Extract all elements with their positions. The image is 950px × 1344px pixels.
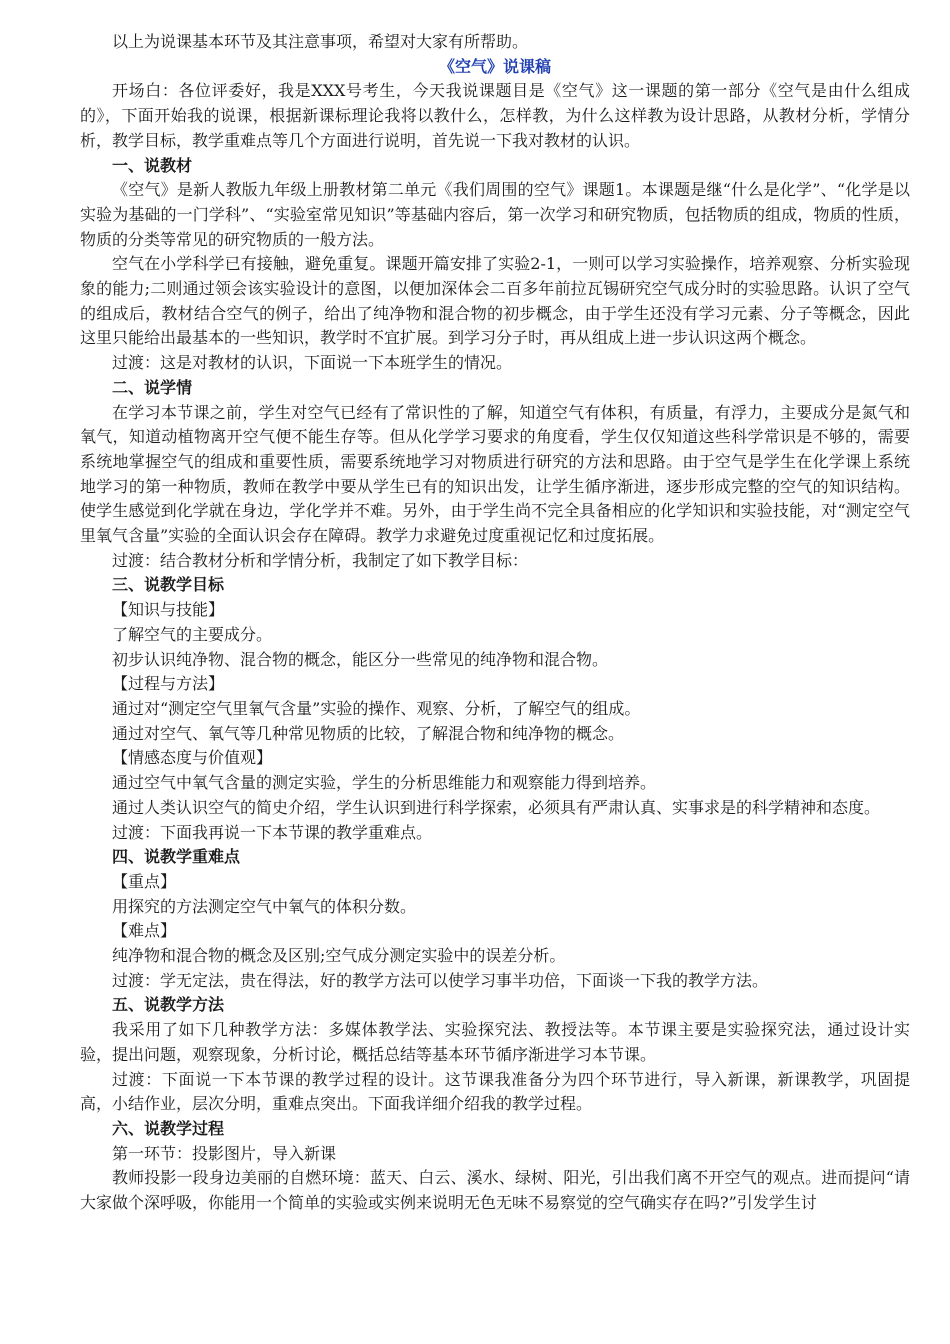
section-heading-goals: 三、说教学目标 bbox=[112, 575, 225, 595]
sub-label: 【难点】 bbox=[112, 921, 177, 941]
section-heading-keypoints: 四、说教学重难点 bbox=[112, 847, 241, 867]
list-line: 用探究的方法测定空气中氧气的体积分数。 bbox=[112, 896, 417, 916]
section-heading-textbook: 一、说教材 bbox=[112, 155, 193, 175]
list-line: 通过人类认识空气的简史介绍，学生认识到进行科学探索，必须具有严肃认真、实事求是的科学精神和态度。 bbox=[112, 797, 881, 817]
list-line: 纯净物和混合物的概念及区别;空气成分测定实验中的误差分析。 bbox=[112, 946, 566, 966]
list-line: 通过空气中氧气含量的测定实验，学生的分析思维能力和观察能力得到培养。 bbox=[112, 773, 657, 793]
section-heading-methods: 五、说教学方法 bbox=[112, 995, 225, 1015]
paragraph: 空气在小学科学已有接触，避免重复。课题开篇安排了实验2-1，一则可以学习实验操作，培养观察、分析实验现象的能力;二则通过领会该实验设计的意图，以便加深体会二百多年前拉瓦锡研究空气成分时的实验思路。认识了空气的组成后，教材结合空气的例子，给出了纯净物和混合物的初步概念，由于学生还没有学习元素、分子等概念，因此这里只能给出最基本的一些知识，教学时不宜扩展。到学习分子时，再从组成上进一步认识这两个概念。 bbox=[80, 254, 910, 348]
sub-label: 【重点】 bbox=[112, 871, 177, 891]
paragraph: 教师投影一段身边美丽的自燃环境：蓝天、白云、溪水、绿树、阳光，引出我们离不开空气的观点。进而提问“请大家做个深呼吸，你能用一个简单的实验或实例来说明无色无味不易察觉的空气确实存在吗?”引发学生讨 bbox=[80, 1168, 910, 1213]
paragraph: 在学习本节课之前，学生对空气已经有了常识性的了解，知道空气有体积，有质量，有浮力，主要成分是氮气和氧气，知道动植物离开空气便不能生存等。但从化学学习要求的角度看，学生仅仅知道这些科学常识是不够的，需要系统地掌握空气的组成和重要性质，需要系统地学习对物质进行研究的方法和思路。由于空气是学生在化学课上系统地学习的第一种物质，教师在教学中要从学生已有的知识出发，让学生循序渐进，逐步形成完整的空气的知识结构。使学生感觉到化学就在身边，学化学并不难。另外，由于学生尚不完全具备相应的化学知识和实验技能，对“测定空气里氧气含量”实验的全面认识会存在障碍。教学力求避免过度重视记忆和过度拓展。 bbox=[80, 402, 910, 546]
transition-line: 过渡：下面我再说一下本节课的教学重难点。 bbox=[112, 822, 433, 842]
sub-label: 【过程与方法】 bbox=[112, 674, 225, 694]
section-heading-students: 二、说学情 bbox=[112, 377, 193, 397]
sub-label: 【知识与技能】 bbox=[112, 600, 225, 620]
document-page bbox=[80, 30, 910, 1216]
opening-paragraph: 开场白：各位评委好，我是XXX号考生，今天我说课题目是《空气》这一课题的第一部分《空气是由什么组成的》，下面开始我的说课，根据新课标理论我将以教什么，怎样教，为什么这样教为设计思路，从教材分析，学情分析，教学目标，教学重难点等几个方面进行说明，首先说一下我对教材的认识。 bbox=[80, 81, 910, 150]
list-line: 通过对“测定空气里氧气含量”实验的操作、观察、分析，了解空气的组成。 bbox=[112, 698, 641, 718]
transition-line: 过渡：下面说一下本节课的教学过程的设计。这节课我准备分为四个环节进行，导入新课，新课教学，巩固提高，小结作业，层次分明，重难点突出。下面我详细介绍我的教学过程。 bbox=[80, 1069, 910, 1114]
transition-line: 过渡：这是对教材的认识，下面说一下本班学生的情况。 bbox=[112, 353, 513, 373]
section-heading-process: 六、说教学过程 bbox=[112, 1118, 225, 1138]
transition-line: 过渡：学无定法，贵在得法，好的教学方法可以使学习事半功倍，下面谈一下我的教学方法。 bbox=[112, 970, 769, 990]
sub-label: 第一环节：投影图片，导入新课 bbox=[112, 1143, 337, 1163]
list-line: 了解空气的主要成分。 bbox=[112, 624, 273, 644]
document-title: 《空气》说课稿 bbox=[438, 56, 551, 76]
list-line: 初步认识纯净物、混合物的概念，能区分一些常见的纯净物和混合物。 bbox=[112, 649, 609, 669]
transition-line: 过渡：结合教材分析和学情分析，我制定了如下教学目标： bbox=[112, 550, 529, 570]
list-line: 通过对空气、氧气等几种常见物质的比较，了解混合物和纯净物的概念。 bbox=[112, 723, 625, 743]
paragraph: 我采用了如下几种教学方法：多媒体教学法、实验探究法、教授法等。本节课主要是实验探究法，通过设计实验，提出问题，观察现象，分析讨论，概括总结等基本环节循序渐进学习本节课。 bbox=[80, 1020, 910, 1064]
paragraph: 《空气》是新人教版九年级上册教材第二单元《我们周围的空气》课题1。本课题是继“什么是化学”、“化学是以实验为基础的一门学科”、“实验室常见知识”等基础内容后，第一次学习和研究物质，包括物质的组成，物质的性质，物质的分类等常见的研究物质的一般方法。 bbox=[80, 180, 910, 249]
intro-line: 以上为说课基本环节及其注意事项，希望对大家有所帮助。 bbox=[112, 32, 529, 51]
sub-label: 【情感态度与价值观】 bbox=[112, 748, 273, 768]
